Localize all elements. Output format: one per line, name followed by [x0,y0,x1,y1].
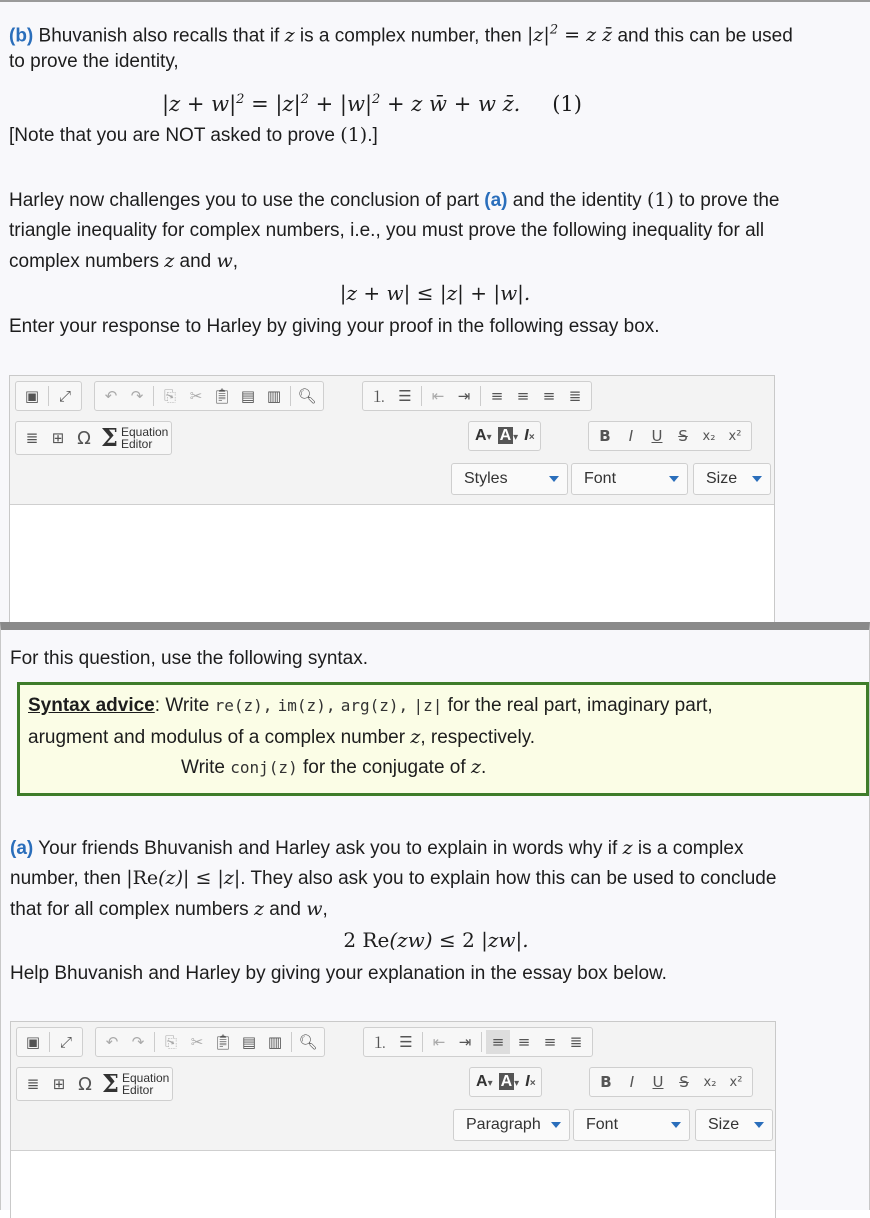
cut-icon[interactable]: ✂ [189,387,203,405]
text-color-button[interactable]: A▾ [475,427,492,444]
syntax-line-3: Write conj(z) for the conjugate of z. [181,756,487,778]
intro-line-2: to prove the identity, [9,51,179,72]
color-group [468,421,541,451]
special-char-icon[interactable]: Ω [78,1073,92,1095]
insert-group [15,421,172,455]
subscript-button[interactable]: x₂ [703,1074,717,1090]
horizontal-line-icon[interactable]: ≣ [26,1075,40,1093]
sigma-icon: Σ [101,423,118,452]
note-line: [Note that you are NOT asked to prove (1).] [9,124,378,146]
indent-icon[interactable]: ⇥ [458,1033,472,1051]
remove-format-icon[interactable]: I× [524,427,535,444]
bulleted-list-icon[interactable]: ☰ [398,387,412,405]
question-line-2: number, then |Re(z)| ≤ |z|. They also ask you to explain how this can be used to conclude [10,867,777,889]
paste-word-icon[interactable]: ▥ [267,1033,283,1051]
paste-icon[interactable]: 📋︎ [212,387,232,405]
question-line-3: that for all complex numbers z and w, [10,898,328,920]
bold-button[interactable]: B [600,1073,612,1091]
essay-editor-1 [9,375,775,624]
subscript-button[interactable]: x₂ [702,428,716,444]
strike-button[interactable]: S [678,427,688,445]
edit-group [95,1027,325,1057]
identity-formula: $|z + w|^2 = |z|^2 + |w|^2 + z$ w̄ + w z̄. (1) [162,92,582,116]
indent-icon[interactable]: ⇥ [457,387,471,405]
table-icon[interactable]: ⊞ [52,1075,66,1093]
justify-icon[interactable]: ≣ [569,1033,583,1051]
copy-icon[interactable]: ⎘ [164,1033,177,1051]
format-group [588,421,752,451]
toolbar-row-2 [11,1067,775,1107]
size-dropdown[interactable]: Size [693,463,771,495]
undo-icon[interactable]: ↶ [104,387,118,405]
paste-word-icon[interactable]: ▥ [266,387,282,405]
align-left-icon[interactable]: ≡ [490,387,504,405]
copy-icon[interactable]: ⎘ [163,387,176,405]
find-icon[interactable]: 🔍︎ [297,387,317,405]
real-part-inequality: 2 Re(zw) ≤ 2 |zw|. [343,928,529,952]
underline-button[interactable]: U [651,427,663,445]
font-dropdown[interactable]: Font [571,463,688,495]
numbered-list-icon[interactable]: ⒈ [371,387,387,406]
source-group [15,381,82,411]
source-icon[interactable]: ▣ [25,1033,41,1051]
insert-group [16,1067,173,1101]
font-dropdown[interactable]: Font [573,1109,690,1141]
paste-icon[interactable]: 📋︎ [213,1033,233,1051]
align-right-icon[interactable]: ≡ [542,387,556,405]
list-group [362,381,592,411]
cut-icon[interactable]: ✂ [190,1033,204,1051]
bold-button[interactable]: B [599,427,611,445]
chevron-down-icon [551,1122,561,1128]
outdent-icon[interactable]: ⇤ [432,1033,446,1051]
equation-editor-button[interactable]: Σ Equation Editor [102,1069,170,1098]
enter-response-text: Enter your response to Harley by giving your proof in the following essay box. [9,316,660,337]
challenge-line-3: complex numbers z and w, [9,250,239,272]
bg-color-button[interactable]: A ▾ [500,1073,520,1090]
triangle-inequality: |z + w| ≤ |z| + |w|. [339,281,531,305]
format-group [589,1067,753,1097]
table-icon[interactable]: ⊞ [51,429,65,447]
superscript-button[interactable]: x² [728,428,742,444]
syntax-intro: For this question, use the following syntax. [10,648,369,669]
undo-icon[interactable]: ↶ [105,1033,119,1051]
superscript-button[interactable]: x² [729,1074,743,1090]
essay-text-area-2[interactable] [11,1150,775,1218]
equation-editor-button[interactable]: Σ Equation Editor [101,423,169,452]
chevron-down-icon [752,476,762,482]
intro-line: (b) Bhuvanish also recalls that if z is a complex number, then $|z|^2 = z$ z̄ and this can be used [9,23,793,47]
align-center-icon[interactable]: ≡ [517,1033,531,1051]
align-center-icon[interactable]: ≡ [516,387,530,405]
question-line-1: (a) Your friends Bhuvanish and Harley ask you to explain in words why if z is a complex [10,837,744,859]
align-right-icon[interactable]: ≡ [543,1033,557,1051]
essay-text-area-1[interactable] [10,504,774,623]
redo-icon[interactable]: ↷ [131,1033,145,1051]
paragraph-dropdown[interactable]: Paragraph [453,1109,570,1141]
underline-button[interactable]: U [652,1073,664,1091]
remove-format-icon[interactable]: I× [525,1073,536,1090]
color-group [469,1067,542,1097]
find-icon[interactable]: 🔍︎ [298,1033,318,1051]
italic-button[interactable]: I [628,427,634,445]
align-left-icon[interactable]: ≡ [486,1030,510,1054]
bg-color-button[interactable]: A ▾ [499,427,519,444]
source-group [16,1027,83,1057]
chevron-down-icon [754,1122,764,1128]
paste-text-icon[interactable]: ▤ [241,1033,257,1051]
bulleted-list-icon[interactable]: ☰ [399,1033,413,1051]
size-dropdown[interactable]: Size [695,1109,773,1141]
essay-editor-2 [10,1021,776,1218]
syntax-line-1: Syntax advice: Write re(z), im(z), arg(z), |z| for the real part, imaginary part, [28,695,713,716]
part-a-reference: (a) [484,190,508,211]
toolbar-row-1 [11,1027,775,1067]
question-panel-a [0,622,870,1210]
text-color-button[interactable]: A▾ [476,1073,493,1090]
chevron-down-icon [671,1122,681,1128]
identity-number: (1) [552,92,582,116]
edit-group [94,381,324,411]
part-label: (b) [9,25,34,47]
chevron-down-icon [549,476,559,482]
paste-text-icon[interactable]: ▤ [240,387,256,405]
list-group [363,1027,593,1057]
challenge-line-1: Harley now challenges you to use the conclusion of part (a) and the identity (1) to prove the [9,189,780,211]
maximize-icon[interactable]: ⤢ [59,1033,72,1051]
styles-dropdown[interactable]: Styles [451,463,568,495]
part-label: (a) [10,838,34,859]
help-text: Help Bhuvanish and Harley by giving your explanation in the essay box below. [10,963,667,984]
redo-icon[interactable]: ↷ [130,387,144,405]
sigma-icon: Σ [102,1069,119,1098]
syntax-line-2: arugment and modulus of a complex number z, respectively. [28,726,536,748]
source-icon[interactable]: ▣ [24,387,40,405]
challenge-line-2: triangle inequality for complex numbers, i.e., you must prove the following inequality for all [9,220,765,241]
numbered-list-icon[interactable]: ⒈ [372,1033,388,1052]
horizontal-line-icon[interactable]: ≣ [25,429,39,447]
toolbar-row-1 [10,381,774,421]
italic-button[interactable]: I [629,1073,635,1091]
special-char-icon[interactable]: Ω [77,427,91,449]
maximize-icon[interactable]: ⤢ [58,387,71,405]
outdent-icon[interactable]: ⇤ [431,387,445,405]
chevron-down-icon [669,476,679,482]
syntax-advice-box [17,682,869,796]
toolbar-row-2 [10,421,774,461]
strike-button[interactable]: S [679,1073,689,1091]
justify-icon[interactable]: ≣ [568,387,582,405]
